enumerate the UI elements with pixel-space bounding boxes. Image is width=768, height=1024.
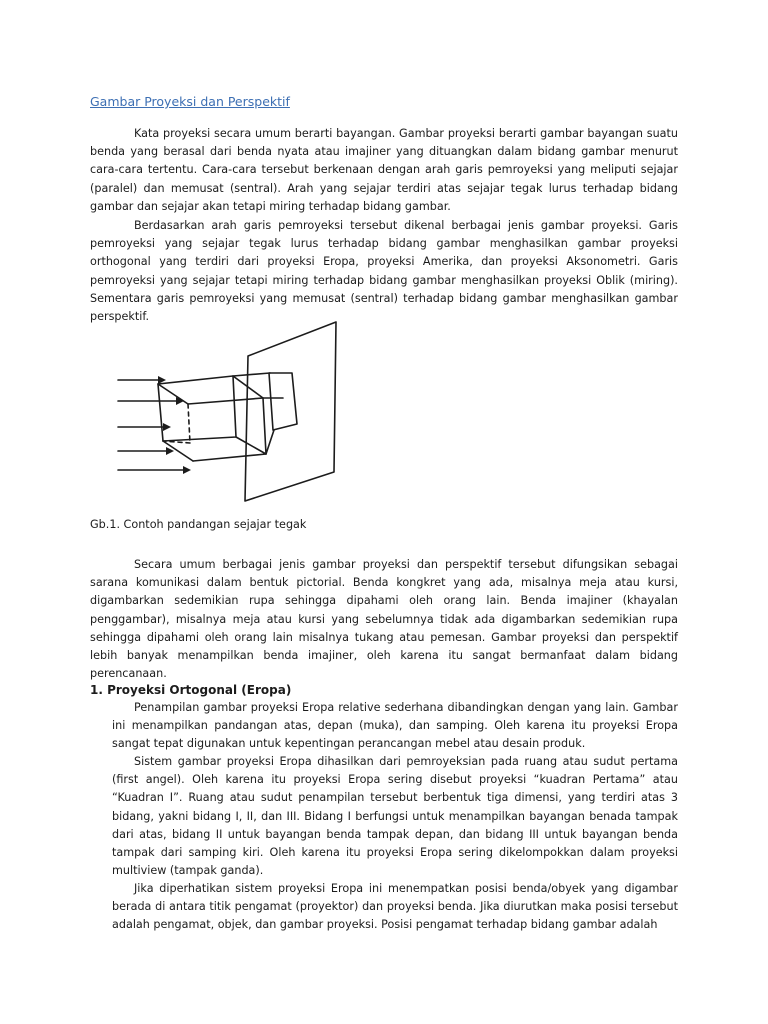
section-paragraph: Sistem gambar proyeksi Eropa dihasilkan dari pemroyeksian pada ruang atau sudut pertama (first angel). Oleh karena itu proyeksi Eropa sering disebut proyeksi “kuadran Pertama” atau “Kuadran I”. Ruang atau sudut penampilan tersebut berbentuk tiga dimensi, yang terdiri atas 3 bidang, yakni bidang I, II, dan III. Bidang I berfungsi untuk menampilkan bayangan benada tampak dari atas, bidang II untuk bayangan benda tampak depan, dan bidang III untuk bayangan benda tampak dari samping kiri. Oleh karena itu proyeksi Eropa sering dikelompokkan dalam proyeksi multiview (tampak ganda). bbox=[112, 755, 678, 878]
projection-line bbox=[233, 373, 270, 376]
section-heading: 1. Proyeksi Ortogonal (Eropa) bbox=[90, 683, 292, 697]
projection-figure bbox=[88, 318, 358, 508]
arrow-head-icon bbox=[163, 423, 171, 431]
cube-hidden-edges bbox=[163, 404, 190, 443]
cube-edges bbox=[158, 376, 266, 461]
projected-square bbox=[269, 373, 297, 430]
figure-caption: Gb.1. Contoh pandangan sejajar tegak bbox=[90, 518, 307, 531]
section-paragraph: Jika diperhatikan sistem proyeksi Eropa ini menempatkan posisi benda/obyek yang digambar berada di antara titik pengamat (proyektor) dan proyeksi benda. Jika diurutkan maka posisi tersebut adalah pengamat, objek, dan gambar proyeksi. Posisi pengamat terhadap bidang gambar adalah bbox=[112, 882, 678, 932]
section-paragraph: Penampilan gambar proyeksi Eropa relative sederhana dibandingkan dengan yang lain. Gambar ini menampilkan pandangan atas, depan (muka), dan samping. Oleh karena itu proyeksi Eropa sangat tepat digunakan untuk kepentingan perancangan mebel atau desain produk. bbox=[112, 701, 678, 751]
arrow-head-icon bbox=[183, 466, 191, 474]
intro-paragraph: Berdasarkan arah garis pemroyeksi tersebut dikenal berbagai jenis gambar proyeksi. Garis pemroyeksi yang sejajar tegak lurus terhadap bidang gambar menghasilkan gambar proyeksi orthogonal yang terdiri dari proyeksi Eropa, proyeksi Amerika, dan proyeksi Aksonometri. Garis pemroyeksi yang sejajar tetapi miring terhadap bidang gambar menghasilkan proyeksi Oblik (miring). Sementara garis pemroyeksi yang memusat (sentral) terhadap bidang gambar menghasilkan gambar perspektif. bbox=[90, 219, 678, 324]
projection-line bbox=[266, 430, 274, 454]
body-paragraph: Secara umum berbagai jenis gambar proyeksi dan perspektif tersebut difungsikan sebagai sarana komunikasi dalam bentuk pictorial. Benda kongkret yang ada, misalnya meja atau kursi, digambarkan sedemikian rupa sehingga dipahami oleh orang lain. Benda imajiner (khayalan penggambar), misalnya meja atau kursi yang sebelumnya tidak ada digambarkan sedemikian rupa sehingga dipahami oleh orang lain misalnya tukang atau pemesan. Gambar proyeksi dan perspektif lebih banyak menampilkan benda imajiner, oleh karena itu sangat bermanfaat dalam bidang perencanaan. bbox=[90, 558, 678, 681]
cube-back-face bbox=[188, 398, 266, 461]
page-title[interactable]: Gambar Proyeksi dan Perspektif bbox=[90, 94, 290, 109]
projection-plane bbox=[245, 322, 336, 501]
intro-paragraph: Kata proyeksi secara umum berarti bayangan. Gambar proyeksi berarti gambar bayangan suatu benda yang berasal dari benda nyata atau imajiner yang dituangkan dalam bidang gambar menurut cara-cara tertentu. Cara-cara tersebut berkenaan dengan arah garis pemroyeksi yang meliputi sejajar (paralel) dan memusat (sentral). Arah yang sejajar terdiri atas sejajar tegak lurus terhadap bidang gambar dan sejajar akan tetapi miring terhadap bidang gambar. bbox=[90, 127, 678, 213]
cube-front-face bbox=[158, 376, 236, 441]
